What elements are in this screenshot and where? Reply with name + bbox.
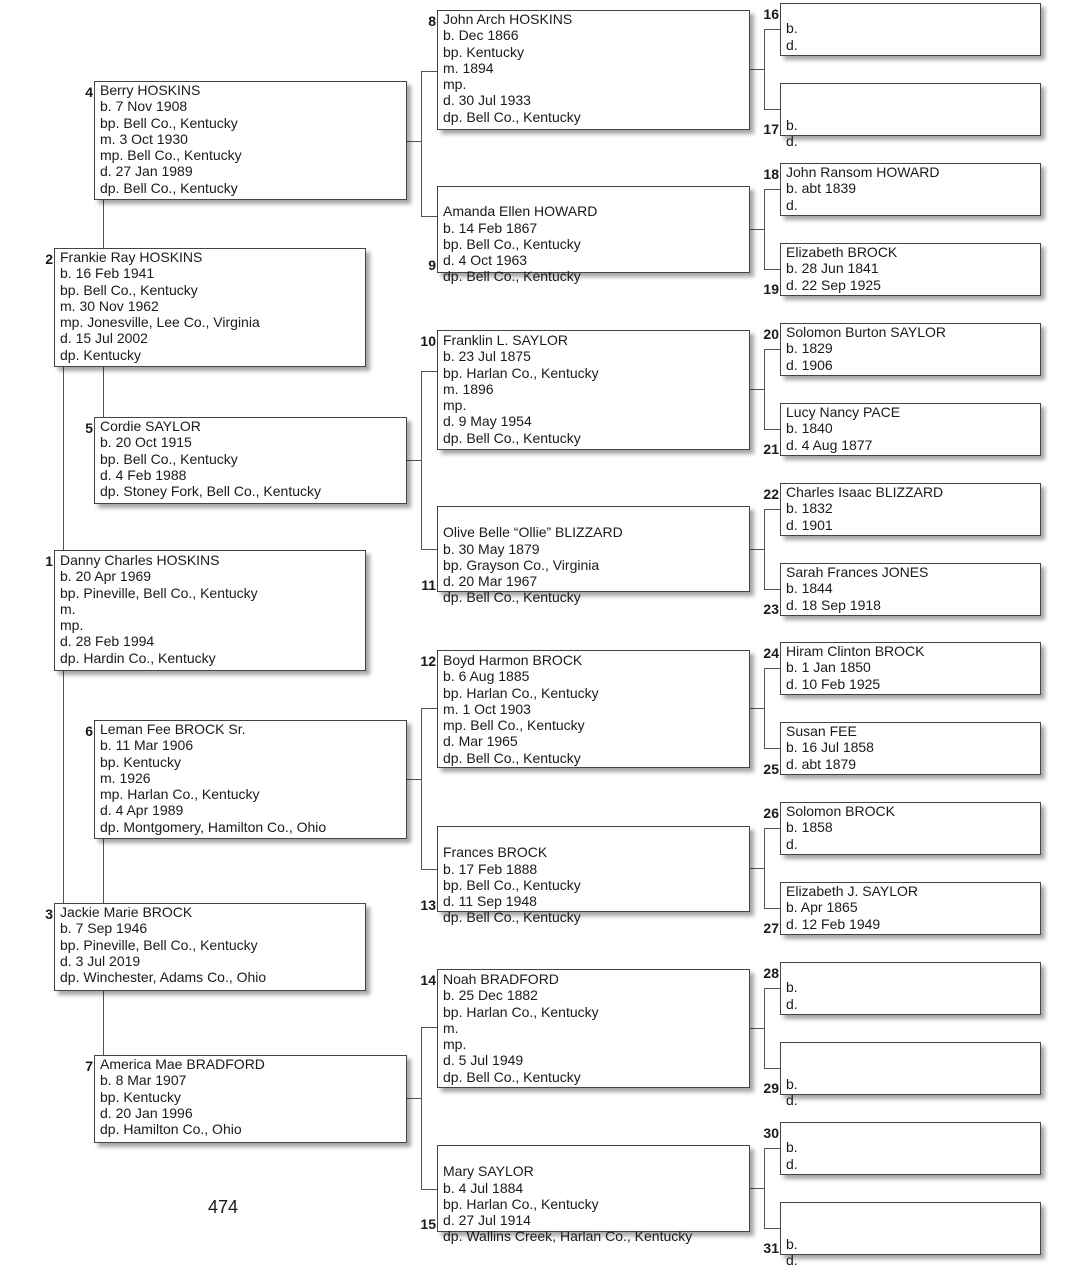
person-line: b. Dec 1866	[443, 27, 519, 44]
ahnentafel-number: 31	[763, 1240, 779, 1256]
person-box-10	[437, 330, 750, 450]
person-line: Berry HOSKINS	[100, 82, 201, 98]
person-box-16	[780, 3, 1041, 56]
connector	[750, 1028, 765, 1029]
connector	[764, 29, 765, 109]
person-box-27	[780, 882, 1041, 935]
person-line: b. abt 1839	[786, 180, 857, 197]
ahnentafel-number: 24	[763, 645, 779, 661]
person-line: d. 20 Mar 1967	[443, 573, 538, 590]
person-line: b. 16 Jul 1858	[786, 739, 874, 756]
person-line: dp. Bell Co., Kentucky	[443, 909, 581, 926]
person-line: b.	[786, 20, 798, 37]
page-number: 474	[208, 1197, 239, 1217]
person-line: Olive Belle “Ollie” BLIZZARD	[443, 524, 623, 541]
person-line: mp.	[443, 76, 467, 93]
person-line: b.	[786, 1075, 798, 1092]
person-line: mp. Bell Co., Kentucky	[443, 717, 585, 734]
person-line: Mary SAYLOR	[443, 1163, 534, 1180]
person-box-31	[780, 1202, 1041, 1268]
person-line: Hiram Clinton BROCK	[786, 643, 925, 659]
person-line: bp. Harlan Co., Kentucky	[443, 1003, 599, 1020]
person-line: Frankie Ray HOSKINS	[60, 249, 203, 265]
connector	[421, 71, 437, 72]
connector	[764, 828, 780, 829]
person-line: d. 4 Apr 1989	[100, 802, 184, 819]
person-box-3	[54, 903, 366, 991]
person-line: b. 1 Jan 1850	[786, 659, 871, 676]
person-line: bp. Bell Co., Kentucky	[100, 114, 238, 131]
person-box-11	[437, 506, 750, 606]
person-line: Amanda Ellen HOWARD	[443, 203, 598, 220]
person-line: b. 11 Mar 1906	[100, 737, 194, 754]
person-line: d. 4 Oct 1963	[443, 252, 528, 269]
connector	[421, 71, 422, 216]
person-line: dp. Winchester, Adams Co., Ohio	[60, 969, 267, 986]
person-line: b.	[786, 979, 798, 996]
ahnentafel-number: 5	[85, 420, 93, 436]
person-line: John Ransom HOWARD	[786, 164, 940, 180]
person-box-15	[437, 1145, 750, 1245]
ahnentafel-number: 7	[85, 1058, 93, 1074]
person-line: m. 1894	[443, 59, 494, 76]
ahnentafel-number: 20	[763, 326, 779, 342]
connector	[103, 839, 104, 903]
person-line: bp. Kentucky	[443, 43, 524, 60]
person-line	[443, 508, 749, 524]
person-line: dp. Wallins Creek, Harlan Co., Kentucky	[443, 1228, 693, 1245]
ahnentafel-number: 28	[763, 965, 779, 981]
person-box-26	[780, 802, 1041, 855]
person-line: d. 20 Jan 1996	[100, 1104, 193, 1121]
person-line: dp. Bell Co., Kentucky	[443, 749, 581, 766]
person-line: d. 5 Jul 1949	[443, 1052, 524, 1069]
connector	[750, 1188, 765, 1189]
person-line	[443, 828, 749, 844]
connector	[764, 988, 780, 989]
person-line: m. 1896	[443, 380, 494, 397]
connector	[750, 708, 765, 709]
connector	[421, 1027, 437, 1028]
ahnentafel-number: 21	[763, 441, 779, 457]
ahnentafel-number: 18	[763, 166, 779, 182]
ahnentafel-number: 14	[420, 972, 436, 988]
person-line: Frances BROCK	[443, 844, 548, 861]
person-line	[443, 1147, 749, 1163]
connector	[764, 509, 765, 589]
person-line: dp. Montgomery, Hamilton Co., Ohio	[100, 818, 327, 835]
person-line: b. 23 Jul 1875	[443, 348, 531, 365]
person-line: Jackie Marie BROCK	[60, 904, 193, 920]
person-line: Leman Fee BROCK Sr.	[100, 721, 246, 737]
person-line: Elizabeth BROCK	[786, 244, 898, 260]
person-line: d.	[786, 196, 798, 213]
person-line	[786, 1203, 1040, 1219]
person-line: b. 4 Jul 1884	[443, 1179, 524, 1196]
person-box-6	[94, 720, 407, 839]
person-line: d. 3 Jul 2019	[60, 952, 141, 969]
person-line: b. 1844	[786, 580, 833, 597]
person-box-5	[94, 417, 407, 504]
connector	[63, 671, 64, 903]
ahnentafel-number: 8	[428, 13, 436, 29]
person-box-25	[780, 722, 1041, 775]
ahnentafel-number: 27	[763, 920, 779, 936]
ahnentafel-number: 9	[428, 257, 436, 273]
person-box-8	[437, 10, 750, 130]
person-line: b. 8 Mar 1907	[100, 1072, 187, 1089]
person-line: Elizabeth J. SAYLOR	[786, 883, 919, 899]
connector	[407, 460, 422, 461]
person-line: dp. Kentucky	[60, 346, 141, 363]
person-line: Solomon Burton SAYLOR	[786, 324, 947, 340]
person-line	[786, 84, 1040, 100]
connector	[103, 200, 104, 248]
connector	[421, 371, 422, 549]
person-line: d. 10 Feb 1925	[786, 675, 881, 692]
person-line	[786, 100, 1040, 116]
person-line: b. 1832	[786, 500, 833, 517]
person-line: mp. Harlan Co., Kentucky	[100, 786, 260, 803]
person-line: b. 1840	[786, 420, 833, 437]
person-line: Boyd Harmon BROCK	[443, 652, 583, 668]
person-line: bp. Harlan Co., Kentucky	[443, 1195, 599, 1212]
connector	[421, 371, 437, 372]
person-line: mp.	[443, 397, 467, 414]
person-line: mp. Bell Co., Kentucky	[100, 147, 242, 164]
person-line: dp. Bell Co., Kentucky	[443, 1068, 581, 1085]
person-line: bp. Harlan Co., Kentucky	[443, 684, 599, 701]
person-line: b. 6 Aug 1885	[443, 668, 530, 685]
person-line: d.	[786, 1155, 798, 1172]
person-line: John Arch HOSKINS	[443, 11, 573, 27]
connector	[764, 589, 780, 590]
person-box-28	[780, 962, 1041, 1015]
person-line: bp. Kentucky	[100, 1088, 181, 1105]
person-box-13	[437, 826, 750, 926]
ahnentafel-number: 11	[421, 577, 436, 593]
connector	[764, 509, 780, 510]
person-line: m.	[443, 1019, 459, 1036]
person-line: d. 11 Sep 1948	[443, 893, 537, 910]
ahnentafel-number: 1	[45, 553, 53, 569]
person-line: dp. Hardin Co., Kentucky	[60, 649, 216, 666]
person-line: b. 25 Dec 1882	[443, 987, 538, 1004]
person-line: bp. Bell Co., Kentucky	[100, 450, 238, 467]
ahnentafel-number: 26	[763, 805, 779, 821]
person-box-19	[780, 243, 1041, 296]
person-box-18	[780, 163, 1041, 216]
connector	[764, 1228, 780, 1229]
connector	[764, 1068, 780, 1069]
person-line: b. 28 Jun 1841	[786, 260, 879, 277]
person-line: b. 7 Sep 1946	[60, 920, 148, 937]
person-box-20	[780, 323, 1041, 376]
person-line: d. Mar 1965	[443, 733, 518, 750]
connector	[764, 668, 765, 748]
connector	[421, 549, 437, 550]
person-line: d. 30 Jul 1933	[443, 92, 531, 109]
person-line: Franklin L. SAYLOR	[443, 332, 569, 348]
person-box-23	[780, 563, 1041, 616]
person-line: bp. Pineville, Bell Co., Kentucky	[60, 936, 258, 953]
connector	[764, 828, 765, 908]
person-line: bp. Kentucky	[100, 753, 181, 770]
person-line: America Mae BRADFORD	[100, 1056, 265, 1072]
person-line: b. 1858	[786, 819, 833, 836]
connector	[764, 269, 780, 270]
person-line: b. 20 Oct 1915	[100, 434, 192, 451]
person-line: d. 4 Aug 1877	[786, 436, 873, 453]
person-line: dp. Stoney Fork, Bell Co., Kentucky	[100, 483, 321, 500]
person-line: d. 27 Jan 1989	[100, 163, 193, 180]
person-line: d. 22 Sep 1925	[786, 276, 881, 293]
person-line: d.	[786, 1091, 798, 1108]
person-line: b. 1829	[786, 340, 833, 357]
person-line: b.	[786, 1139, 798, 1156]
connector	[764, 189, 765, 269]
person-line: b. 30 May 1879	[443, 540, 540, 557]
person-box-24	[780, 642, 1041, 695]
person-line: m. 1926	[100, 769, 151, 786]
person-line	[786, 4, 1040, 20]
connector	[764, 29, 780, 30]
person-box-9	[437, 186, 750, 285]
connector	[103, 991, 104, 1055]
person-box-14	[437, 969, 750, 1088]
person-line: b. 14 Feb 1867	[443, 219, 538, 236]
person-line: Susan FEE	[786, 723, 857, 739]
connector	[764, 1148, 765, 1228]
connector	[103, 367, 104, 417]
person-line: bp. Harlan Co., Kentucky	[443, 364, 599, 381]
ahnentafel-number: 17	[763, 121, 779, 137]
person-box-22	[780, 483, 1041, 536]
person-line: bp. Bell Co., Kentucky	[443, 876, 581, 893]
person-line: d. 27 Jul 1914	[443, 1212, 531, 1229]
ahnentafel-number: 15	[420, 1216, 436, 1232]
person-line: bp. Bell Co., Kentucky	[443, 235, 581, 252]
person-line: d. 1906	[786, 356, 833, 373]
person-line: dp. Bell Co., Kentucky	[443, 268, 581, 285]
person-box-29	[780, 1042, 1041, 1108]
person-line	[786, 1059, 1040, 1075]
person-line	[443, 187, 749, 203]
person-line: d. 4 Feb 1988	[100, 466, 187, 483]
person-line: d. 15 Jul 2002	[60, 330, 148, 347]
person-line: m. 1 Oct 1903	[443, 700, 531, 717]
connector	[421, 1027, 422, 1189]
person-line: Noah BRADFORD	[443, 971, 559, 987]
person-line: bp. Pineville, Bell Co., Kentucky	[60, 584, 258, 601]
person-box-30	[780, 1122, 1041, 1175]
ahnentafel-number: 13	[420, 897, 436, 913]
person-line: m. 30 Nov 1962	[60, 297, 159, 314]
person-line: Lucy Nancy PACE	[786, 404, 901, 420]
ahnentafel-number: 12	[420, 653, 436, 669]
connector	[750, 229, 765, 230]
person-box-12	[437, 650, 750, 768]
person-line: Sarah Frances JONES	[786, 564, 929, 580]
person-line: d. 12 Feb 1949	[786, 915, 881, 932]
connector	[750, 868, 765, 869]
connector	[764, 668, 780, 669]
connector	[407, 1098, 422, 1099]
person-line	[786, 1123, 1040, 1139]
ahnentafel-number: 22	[763, 486, 779, 502]
ahnentafel-number: 30	[763, 1125, 779, 1141]
person-line: b. 16 Feb 1941	[60, 265, 155, 282]
connector	[764, 349, 780, 350]
connector	[764, 429, 780, 430]
connector	[764, 189, 780, 190]
person-line: mp. Jonesville, Lee Co., Virginia	[60, 314, 260, 331]
person-line: d. 18 Sep 1918	[786, 596, 881, 613]
person-line: d. abt 1879	[786, 755, 857, 772]
person-line: Solomon BROCK	[786, 803, 895, 819]
connector	[407, 779, 422, 780]
ahnentafel-number: 6	[85, 723, 93, 739]
ahnentafel-number: 2	[45, 251, 53, 267]
person-line: d.	[786, 36, 798, 53]
person-line: dp. Bell Co., Kentucky	[100, 179, 238, 196]
person-line: b.	[786, 1235, 798, 1252]
ahnentafel-number: 25	[763, 761, 779, 777]
connector	[764, 988, 765, 1068]
person-line: d.	[786, 1251, 798, 1268]
person-box-4	[94, 81, 407, 200]
connector	[750, 389, 765, 390]
person-line: b. Apr 1865	[786, 899, 858, 916]
person-line: b.	[786, 116, 798, 133]
person-box-1	[54, 550, 366, 671]
connector	[421, 708, 437, 709]
person-line: dp. Bell Co., Kentucky	[443, 589, 581, 606]
person-line: b. 7 Nov 1908	[100, 98, 188, 115]
connector	[764, 1148, 780, 1149]
person-box-21	[780, 403, 1041, 456]
person-line	[786, 1043, 1040, 1059]
ahnentafel-number: 4	[85, 84, 93, 100]
person-box-2	[54, 248, 366, 367]
ahnentafel-number: 23	[763, 601, 779, 617]
person-line: m. 3 Oct 1930	[100, 130, 188, 147]
person-line: d.	[786, 995, 798, 1012]
person-line: Cordie SAYLOR	[100, 418, 201, 434]
ahnentafel-number: 3	[45, 906, 53, 922]
person-line: bp. Bell Co., Kentucky	[60, 281, 198, 298]
person-line: mp.	[443, 1036, 467, 1053]
person-line: d.	[786, 835, 798, 852]
person-line: m.	[60, 600, 76, 617]
person-line: dp. Bell Co., Kentucky	[443, 429, 581, 446]
connector	[421, 708, 422, 869]
person-line: b. 17 Feb 1888	[443, 860, 538, 877]
person-line	[786, 1219, 1040, 1235]
connector	[421, 869, 437, 870]
person-box-7	[94, 1055, 407, 1143]
connector	[764, 109, 780, 110]
connector	[764, 908, 780, 909]
connector	[63, 367, 64, 550]
connector	[421, 1189, 437, 1190]
person-line: b. 20 Apr 1969	[60, 568, 152, 585]
person-line: dp. Bell Co., Kentucky	[443, 108, 581, 125]
person-line: d. 28 Feb 1994	[60, 633, 155, 650]
connector	[421, 216, 437, 217]
person-line: dp. Hamilton Co., Ohio	[100, 1121, 242, 1138]
person-line: bp. Grayson Co., Virginia	[443, 556, 600, 573]
ahnentafel-number: 29	[763, 1080, 779, 1096]
connector	[764, 349, 765, 429]
person-line: d.	[786, 132, 798, 149]
ahnentafel-number: 10	[420, 333, 436, 349]
person-line: mp.	[60, 617, 84, 634]
connector	[750, 549, 765, 550]
person-line: Danny Charles HOSKINS	[60, 552, 220, 568]
person-line: Charles Isaac BLIZZARD	[786, 484, 944, 500]
connector	[764, 748, 780, 749]
person-line	[786, 963, 1040, 979]
connector	[407, 141, 422, 142]
ahnentafel-number: 16	[763, 6, 779, 22]
ahnentafel-number: 19	[763, 281, 779, 297]
person-box-17	[780, 83, 1041, 149]
connector	[750, 69, 765, 70]
person-line: d. 9 May 1954	[443, 413, 532, 430]
person-line: d. 1901	[786, 516, 833, 533]
